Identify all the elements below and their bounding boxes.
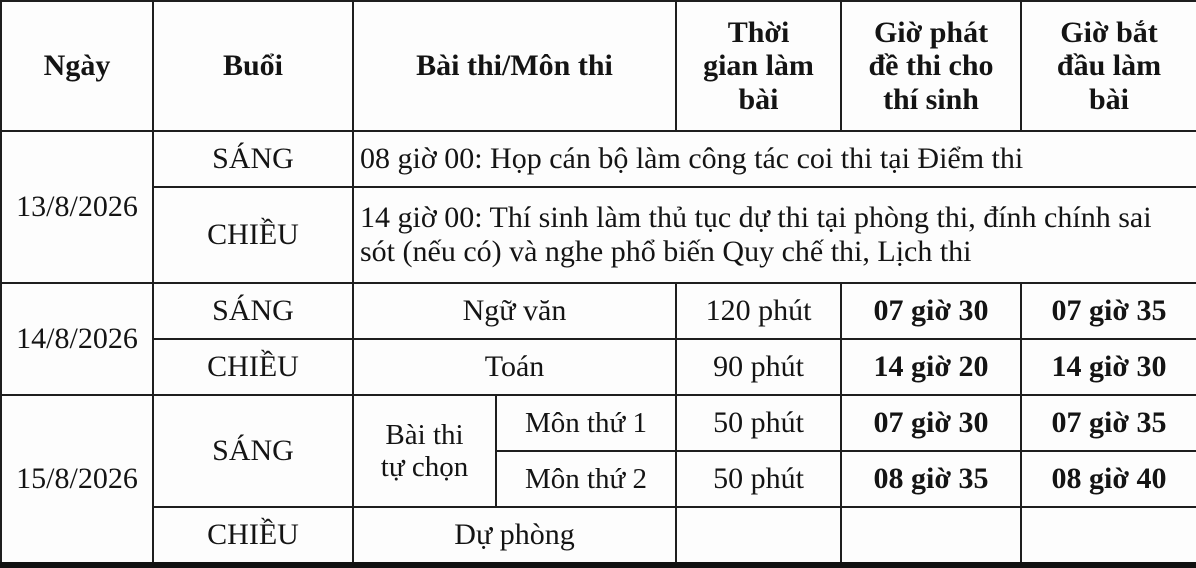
header-gio-phat-line: Giờ phát (873, 15, 989, 49)
subject-cell: Môn thứ 2 (496, 451, 676, 507)
header-thoi-gian-line: bài (738, 82, 779, 116)
subject-cell: Ngữ văn (353, 283, 676, 339)
table-row (1, 187, 1196, 283)
bottom-border-bar (0, 562, 1196, 568)
session-cell: CHIỀU (153, 339, 353, 395)
header-gio-bat-dau-line: bài (1089, 82, 1130, 116)
header-row (1, 1, 1196, 131)
start-time-cell: 08 giờ 40 (1021, 451, 1196, 507)
header-gio-phat-line: đề thi cho (868, 49, 994, 83)
start-time-cell: 07 giờ 35 (1021, 283, 1196, 339)
header-ngay: Ngày (1, 1, 153, 131)
subject-cell: Dự phòng (353, 507, 676, 563)
elective-group-line: tự chọn (380, 451, 469, 483)
date-cell: 15/8/2026 (1, 395, 153, 563)
elective-group-line: Bài thi (385, 418, 464, 451)
empty-cell (841, 507, 1021, 563)
duration-cell: 120 phút (676, 283, 841, 339)
table-row (1, 395, 1196, 451)
header-bai-thi: Bài thi/Môn thi (353, 1, 676, 131)
header-gio-phat-line: thí sinh (883, 82, 979, 116)
header-gio-bat-dau-line: Giờ bắt (1060, 15, 1158, 49)
duration-cell: 50 phút (676, 451, 841, 507)
subject-cell: Toán (353, 339, 676, 395)
date-cell: 14/8/2026 (1, 283, 153, 395)
table-row (1, 507, 1196, 563)
start-time-cell: 07 giờ 35 (1021, 395, 1196, 451)
distribute-time-cell: 07 giờ 30 (841, 283, 1021, 339)
table-row (1, 283, 1196, 339)
header-buoi: Buổi (153, 1, 353, 131)
distribute-time-cell: 07 giờ 30 (841, 395, 1021, 451)
session-cell: SÁNG (153, 395, 353, 507)
header-thoi-gian-line: gian làm (703, 49, 814, 83)
header-thoi-gian-line: Thời (727, 15, 790, 49)
duration-cell: 50 phút (676, 395, 841, 451)
table-row (1, 131, 1196, 187)
notice-cell: 08 giờ 00: Họp cán bộ làm công tác coi thi tại Điểm thi (353, 131, 1196, 187)
distribute-time-cell: 08 giờ 35 (841, 451, 1021, 507)
session-cell: SÁNG (153, 131, 353, 187)
notice-cell: 14 giờ 00: Thí sinh làm thủ tục dự thi tại phòng thi, đính chính sai sót (nếu có) và nghe phổ biến Quy chế thi, Lịch thi (353, 187, 1196, 283)
subject-cell: Môn thứ 1 (496, 395, 676, 451)
header-gio-bat-dau (1021, 1, 1196, 131)
distribute-time-cell: 14 giờ 20 (841, 339, 1021, 395)
date-cell: 13/8/2026 (1, 131, 153, 283)
duration-cell: 90 phút (676, 339, 841, 395)
empty-cell (676, 507, 841, 563)
empty-cell (1021, 507, 1196, 563)
table-row (1, 339, 1196, 395)
session-cell: CHIỀU (153, 507, 353, 563)
header-thoi-gian (676, 1, 841, 131)
header-gio-phat (841, 1, 1021, 131)
session-cell: SÁNG (153, 283, 353, 339)
start-time-cell: 14 giờ 30 (1021, 339, 1196, 395)
elective-group-cell (353, 395, 496, 507)
header-gio-bat-dau-line: đầu làm (1056, 49, 1162, 83)
session-cell: CHIỀU (153, 187, 353, 283)
